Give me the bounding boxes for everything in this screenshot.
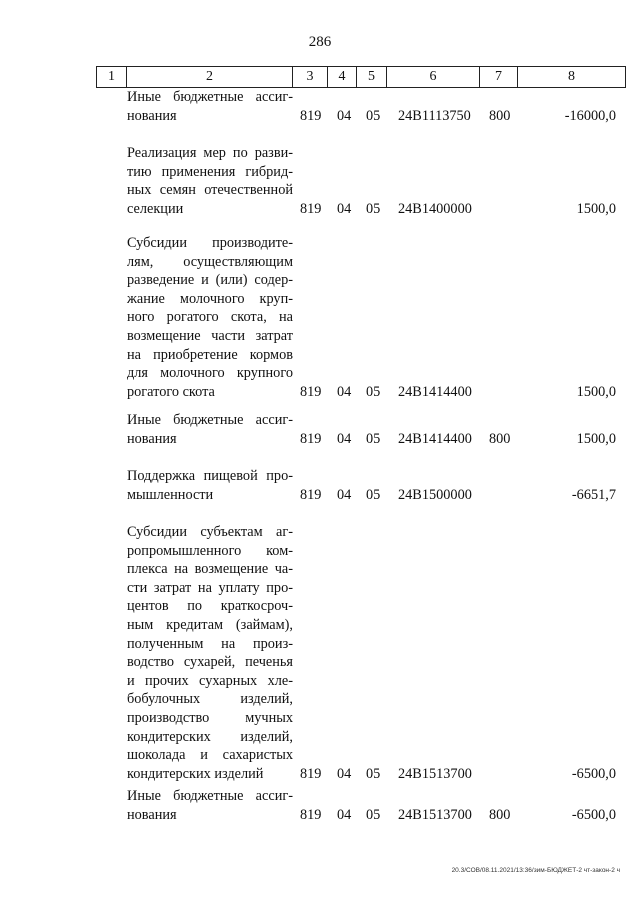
row-description — [127, 523, 293, 783]
description-line: производство мучных — [127, 709, 293, 726]
description-line: для молочного крупного — [127, 365, 293, 382]
cell-c4: 04 — [337, 430, 352, 447]
cell-c5: 05 — [366, 107, 381, 124]
description-line: Субсидии производите- — [127, 235, 293, 251]
cell-c3: 819 — [300, 430, 322, 447]
description-line: шоколада и сахаристых — [127, 747, 293, 764]
table-header — [96, 66, 626, 88]
cell-c5: 05 — [366, 765, 381, 782]
header-col-5: 5 — [356, 67, 386, 87]
cell-c8: 1500,0 — [576, 200, 616, 217]
cell-c7: 800 — [489, 430, 511, 447]
row-description — [127, 467, 293, 504]
description-line: кондитерских изделий, — [127, 728, 293, 745]
description-line: центов по краткосроч- — [127, 598, 293, 615]
cell-c7: 800 — [489, 107, 511, 124]
description-line: Реализация мер по разви- — [127, 145, 293, 161]
header-col-3: 3 — [292, 67, 327, 87]
description-line: ного рогатого скота, на — [127, 309, 293, 326]
description-line: бобулочных изделий, — [127, 691, 293, 708]
header-col-6: 6 — [386, 67, 479, 87]
row-description — [127, 88, 293, 125]
cell-c5: 05 — [366, 430, 381, 447]
description-line: тию применения гибрид- — [127, 163, 293, 180]
cell-c4: 04 — [337, 486, 352, 503]
description-line: и прочих сухарных хле- — [127, 672, 293, 689]
cell-c4: 04 — [337, 765, 352, 782]
row-description — [127, 234, 293, 401]
header-col-8: 8 — [517, 67, 626, 87]
cell-c3: 819 — [300, 765, 322, 782]
cell-c8: -6651,7 — [571, 486, 616, 503]
cell-c5: 05 — [366, 200, 381, 217]
cell-c3: 819 — [300, 107, 322, 124]
row-description — [127, 411, 293, 448]
description-line: нования — [127, 430, 177, 447]
cell-c3: 819 — [300, 806, 322, 823]
description-line: разведение и (или) содер- — [127, 272, 293, 289]
description-line: кондитерских изделий — [127, 765, 264, 782]
cell-c6: 24В1414400 — [398, 383, 472, 400]
description-line: нования — [127, 806, 177, 823]
cell-c4: 04 — [337, 107, 352, 124]
cell-c3: 819 — [300, 200, 322, 217]
cell-c6: 24В1513700 — [398, 765, 472, 782]
footer-stamp: 20.3/СОВ/08.11.2021/13:36/зим-БЮДЖЕТ-2 чт-закон-2 ч — [451, 867, 620, 874]
description-line: нования — [127, 107, 177, 124]
description-line: Иные бюджетные ассиг- — [127, 788, 293, 804]
description-line: селекции — [127, 200, 184, 217]
description-line: плекса на возмещение ча- — [127, 561, 293, 578]
header-col-7: 7 — [479, 67, 517, 87]
cell-c4: 04 — [337, 200, 352, 217]
header-col-1: 1 — [96, 67, 126, 87]
description-line: полученным на произ- — [127, 635, 293, 652]
cell-c8: -6500,0 — [571, 806, 616, 823]
row-description — [127, 787, 293, 824]
cell-c8: -16000,0 — [564, 107, 616, 124]
description-line: ных семян отечественной — [127, 182, 293, 199]
cell-c4: 04 — [337, 806, 352, 823]
cell-c3: 819 — [300, 486, 322, 503]
description-line: возмещение части затрат — [127, 327, 293, 344]
description-line: водство сухарей, печенья — [127, 654, 293, 671]
header-col-4: 4 — [327, 67, 356, 87]
cell-c6: 24В1513700 — [398, 806, 472, 823]
description-line: Иные бюджетные ассиг- — [127, 89, 293, 105]
description-line: Субсидии субъектам аг- — [127, 524, 293, 540]
description-line: Поддержка пищевой про- — [127, 468, 293, 484]
cell-c5: 05 — [366, 806, 381, 823]
cell-c6: 24В1500000 — [398, 486, 472, 503]
description-line: ным кредитам (займам), — [127, 616, 293, 633]
cell-c3: 819 — [300, 383, 322, 400]
cell-c7: 800 — [489, 806, 511, 823]
row-description — [127, 144, 293, 218]
header-col-2: 2 — [126, 67, 292, 87]
cell-c5: 05 — [366, 383, 381, 400]
description-line: рогатого скота — [127, 383, 215, 400]
description-line: ропромышленного ком- — [127, 542, 293, 559]
cell-c5: 05 — [366, 486, 381, 503]
cell-c8: -6500,0 — [571, 765, 616, 782]
description-line: на приобретение кормов — [127, 346, 293, 363]
page-number: 286 — [308, 34, 332, 50]
description-line: Иные бюджетные ассиг- — [127, 412, 293, 428]
description-line: лям, осуществляющим — [127, 253, 293, 270]
description-line: сти затрат на уплату про- — [127, 579, 293, 596]
description-line: мышленности — [127, 486, 214, 503]
cell-c8: 1500,0 — [576, 383, 616, 400]
cell-c8: 1500,0 — [576, 430, 616, 447]
cell-c4: 04 — [337, 383, 352, 400]
cell-c6: 24В1400000 — [398, 200, 472, 217]
cell-c6: 24В1414400 — [398, 430, 472, 447]
cell-c6: 24В1113750 — [398, 107, 471, 124]
description-line: жание молочного круп- — [127, 290, 293, 307]
